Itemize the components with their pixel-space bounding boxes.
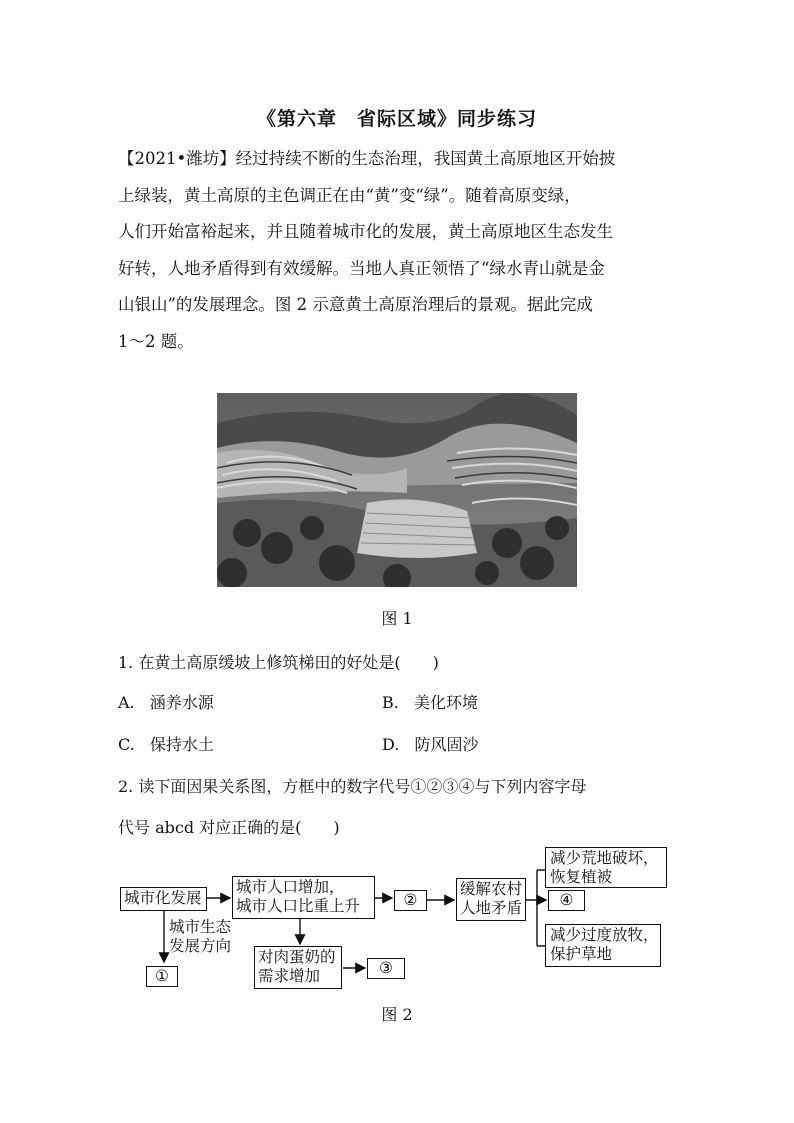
page-title: 《第六章 省际区域》同步练习 <box>256 108 537 130</box>
intro-line: 山银山”的发展理念。图 2 示意黄土高原治理后的景观。据此完成 <box>118 295 593 314</box>
box-text: 城市化发展 <box>124 889 202 907</box>
blank-3-box <box>367 958 405 979</box>
intro-line: 人们开始富裕起来，并且随着城市化的发展，黄土高原地区生态发生 <box>118 222 613 241</box>
option-text: 涵养水源 <box>149 693 214 712</box>
option-letter: D. <box>382 735 400 754</box>
option-letter: A. <box>118 693 135 712</box>
blank-label: ② <box>403 891 418 909</box>
meat-demand-box <box>254 946 342 989</box>
label-text: 发展方向 <box>169 937 232 955</box>
population-increase-box <box>232 876 375 919</box>
figure2-caption: 图 2 <box>381 1005 413 1024</box>
box-text: 人地矛盾 <box>460 899 523 917</box>
blank-label: ① <box>155 967 169 985</box>
question1-stem: 1. 在黄土高原缓坡上修筑梯田的好处是( ) <box>118 653 439 672</box>
option-letter: C. <box>118 735 135 754</box>
blank-4-box <box>548 890 585 911</box>
box-text: 保护草地 <box>550 945 613 963</box>
ease-conflict-box <box>456 878 526 921</box>
option-letter: B. <box>382 693 399 712</box>
blank-1-box <box>146 966 178 987</box>
blank-label: ④ <box>559 891 574 909</box>
reduce-wasteland-box <box>545 847 667 888</box>
reduce-grazing-box <box>545 924 661 967</box>
city-development-box <box>120 887 207 911</box>
box-text: 对肉蛋奶的 <box>258 948 336 966</box>
label-text: 城市生态 <box>169 918 232 936</box>
eco-direction-label <box>169 918 231 956</box>
intro-line: 上绿装，黄土高原的主色调正在由“黄”变“绿”。随着高原变绿， <box>118 185 581 205</box>
question2-stem-line2: 代号 abcd 对应正确的是( ) <box>118 818 340 837</box>
intro-line: 【2021•潍坊】经过持续不断的生态治理，我国黄土高原地区开始披 <box>118 149 616 168</box>
option-text: 防风固沙 <box>414 735 479 754</box>
question2-stem-line1: 2. 读下面因果关系图，方框中的数字代号①②③④与下列内容字母 <box>118 777 587 796</box>
blank-label: ③ <box>379 959 393 977</box>
intro-line: 好转，人地矛盾得到有效缓解。当地人真正领悟了“绿水青山就是金 <box>118 258 605 278</box>
box-text: 需求增加 <box>258 967 321 985</box>
option-text: 美化环境 <box>413 693 478 712</box>
blank-2-box <box>394 890 427 911</box>
box-text: 缓解农村 <box>460 880 523 898</box>
figure1-caption: 图 1 <box>381 609 413 628</box>
box-text: 恢复植被 <box>550 868 613 886</box>
box-text: 城市人口增加， <box>236 878 345 896</box>
intro-line: 1～2 题。 <box>118 331 194 351</box>
option-text: 保持水土 <box>149 735 214 754</box>
box-text: 减少荒地破坏， <box>550 849 659 867</box>
box-text: 减少过度放牧， <box>550 926 659 944</box>
box-text: 城市人口比重上升 <box>236 897 361 915</box>
